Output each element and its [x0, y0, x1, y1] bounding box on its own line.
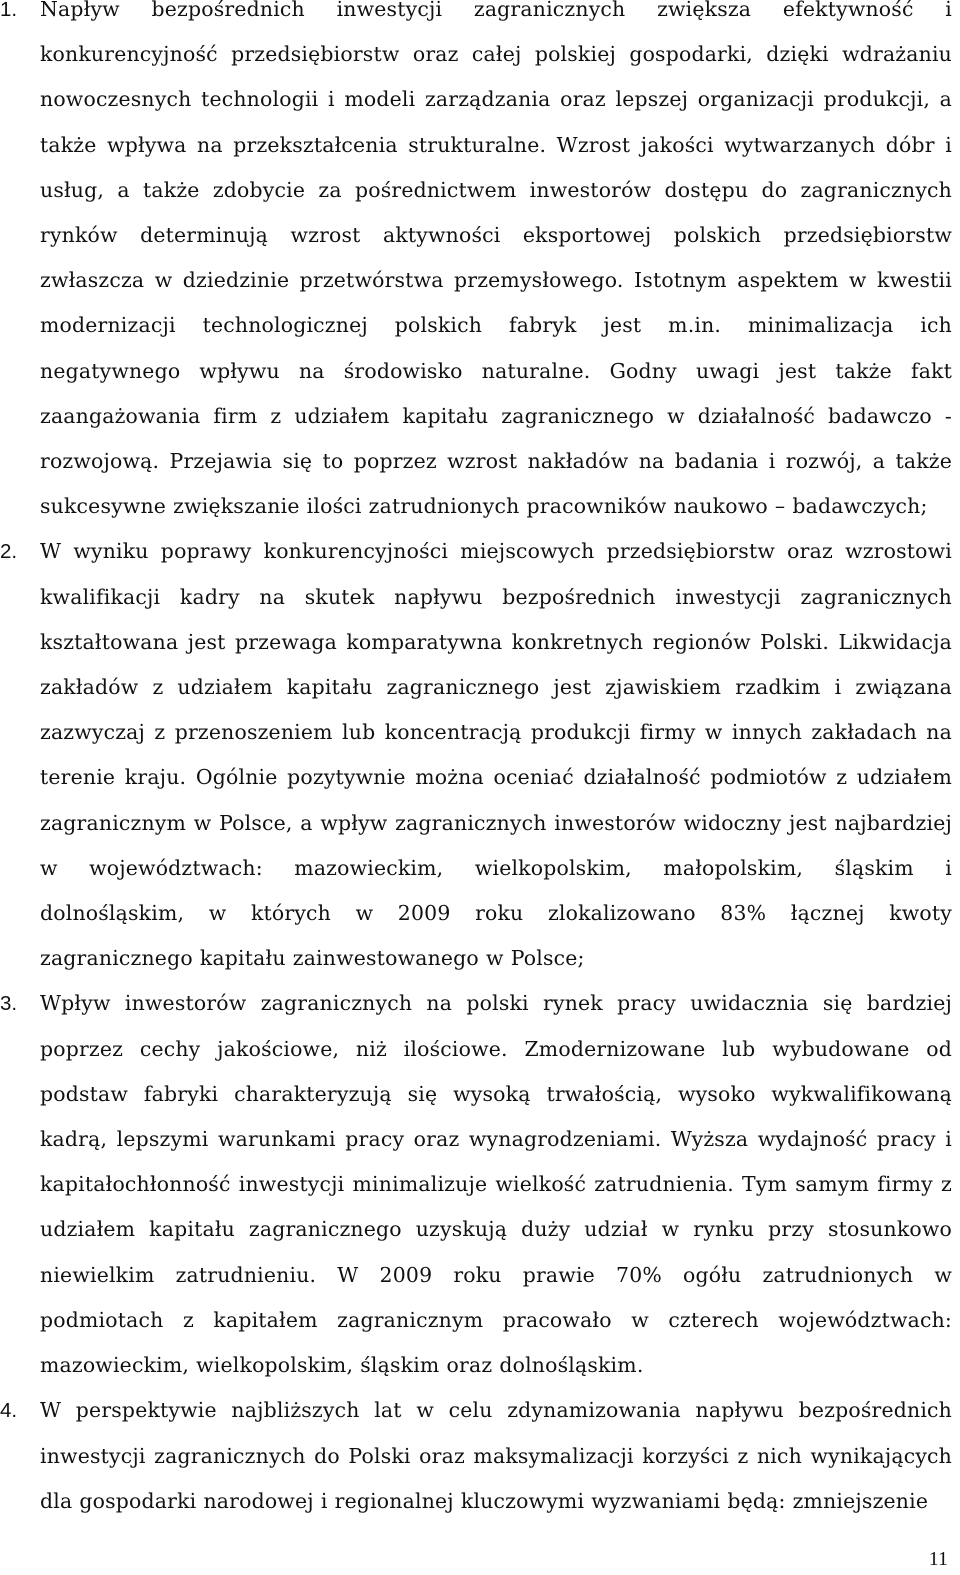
page-number: 11 — [928, 1548, 948, 1570]
list-item-number: 2. — [0, 540, 18, 564]
list-item-text: Napływ bezpośrednich inwestycji zagranicznych zwiększa efektywność i konkurencyjność przedsiębiorstw oraz całej polskiej gospodarki, dzięki wdrażaniu nowoczesnych technologii i modeli zarządzania oraz lepszej organizacji produkcji, a także wpływa na przekształcenia strukturalne. Wzrost jakości wytwarzanych dóbr i usług, a także zdobycie za pośrednictwem inwestorów dostępu do zagranicznych rynków determinują wzrost aktywności eksportowej polskich przedsiębiorstw zwłaszcza w dziedzinie przetwórstwa przemysłowego. Istotnym aspektem w kwestii modernizacji technologicznej polskich fabryk jest m.in. minimalizacja ich negatywnego wpływu na środowisko naturalne. Godny uwagi jest także fakt zaangażowania firm z udziałem kapitału zagranicznego w działalność badawczo - rozwojową. Przejawia się to poprzez wzrost nakładów na badania i rozwój, a także sukcesywne zwiększanie ilości zatrudnionych pracowników naukowo – badawczych; — [40, 0, 952, 519]
list-item-text: Wpływ inwestorów zagranicznych na polski rynek pracy uwidacznia się bardziej poprzez cechy jakościowe, niż ilościowe. Zmodernizowane lub wybudowane od podstaw fabryki charakteryzują się wysoką trwałością, wysoko wykwalifikowaną kadrą, lepszymi warunkami pracy oraz wynagrodzeniami. Wyższa wydajność pracy i kapitałochłonność inwestycji minimalizuje wielkość zatrudnienia. Tym samym firmy z udziałem kapitału zagranicznego uzyskują duży udział w rynku przy stosunkowo niewielkim zatrudnieniu. W 2009 roku prawie 70% ogółu zatrudnionych w podmiotach z kapitałem zagranicznym pracowało w czterech województwach: mazowieckim, wielkopolskim, śląskim oraz dolnośląskim. — [40, 991, 952, 1378]
list-item — [0, 981, 952, 1388]
list-item — [0, 1388, 952, 1524]
list-item-text: W wyniku poprawy konkurencyjności miejscowych przedsiębiorstw oraz wzrostowi kwalifikacji kadry na skutek napływu bezpośrednich inwestycji zagranicznych kształtowana jest przewaga komparatywna konkretnych regionów Polski. Likwidacja zakładów z udziałem kapitału zagranicznego jest zjawiskiem rzadkim i związana zazwyczaj z przenoszeniem lub koncentracją produkcji firmy w innych zakładach na terenie kraju. Ogólnie pozytywnie można oceniać działalność podmiotów z udziałem zagranicznym w Polsce, a wpływ zagranicznych inwestorów widoczny jest najbardziej w województwach: mazowieckim, wielkopolskim, małopolskim, śląskim i dolnośląskim, w których w 2009 roku zlokalizowano 83% łącznej kwoty zagranicznego kapitału zainwestowanego w Polsce; — [40, 539, 952, 971]
list-item — [0, 0, 952, 529]
list-item-text: W perspektywie najbliższych lat w celu zdynamizowania napływu bezpośrednich inwestycji zagranicznych do Polski oraz maksymalizacji korzyści z nich wynikających dla gospodarki narodowej i regionalnej kluczowymi wyzwaniami będą: zmniejszenie — [40, 1398, 952, 1513]
list-item-number: 4. — [0, 1399, 18, 1423]
list-item-number: 1. — [0, 0, 18, 21]
list-item — [0, 529, 952, 981]
list-item-number: 3. — [0, 992, 18, 1016]
